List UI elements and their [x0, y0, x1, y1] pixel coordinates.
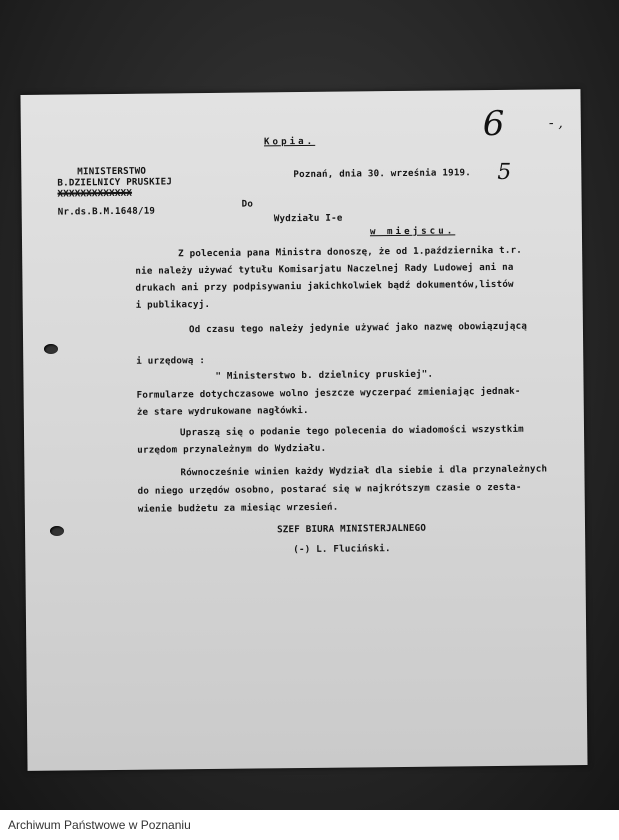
place-date: Poznań, dnia 30. września 1919.	[293, 167, 472, 181]
paragraph2-line1: Od czasu tego należy jedynie używać jako nazwę obowiązującą	[188, 320, 528, 336]
punch-hole-bottom	[50, 526, 64, 536]
paragraph3-line1: Formularze dotychczasowe wolno jeszcze wyczerpać zmieniając jednak-	[136, 385, 521, 401]
archive-footer	[0, 810, 619, 840]
paragraph1-line1: Z polecenia pana Ministra donoszę, że od 1.października t.r.	[178, 244, 523, 260]
ministry-name-quote: " Ministerstwo b. dzielnicy pruskiej".	[215, 368, 434, 382]
handwritten-page-number: 6	[482, 103, 505, 145]
header-district: B.DZIELNICY PRUSKIEJ	[57, 176, 173, 189]
paragraph4-line1: Upraszą się o podanie tego polecenia do wiadomości wszystkim	[179, 423, 524, 439]
document-page: Kopia. 6 - , 5 MINISTERSTWO B.DZIELNICY PRUSKIEJ XXXXXXXXXXXXX Poznań, dnia 30. września 1919. Nr.ds.B.M.1648/19 Do Wydziału I-e w miejscu. Z polecenia pana Ministra donoszę, że od 1.października t.r. nie należy używać tytułu Komisarjatu Naczelnej Rady Ludowej ani na drukach ani przy podpisywaniu jakichkolwiek bądź dokumentów,listów i publikacyj. Od czasu tego należy jedynie używać jako nazwę obowiązującą i urzędową : " Ministerstwo b. dzielnicy pruskiej". Formularze dotychczasowe wolno jeszcze wyczerpać zmieniając jednak- że stare wydrukowane nagłówki. Upraszą się o podanie tego polecenia do wiadomości wszystkim urzędom przynależnym do Wydziału. Równocześnie winien każdy Wydział dla siebie i dla przynależnych do niego urzędów osobno, postarać się w najkrótszym czasie o zesta- wienie budżetu za miesiąc wrzesień. SZEF BIURA MINISTERJALNEGO (-) L. Fluciński.	[20, 89, 587, 771]
paragraph2-line2: i urzędową :	[136, 355, 206, 367]
punch-hole-top	[44, 344, 58, 354]
paragraph5-line1: Równocześnie winien każdy Wydział dla siebie i dla przynależnych	[180, 463, 548, 479]
kopia-label: Kopia.	[263, 135, 316, 148]
signature-title: SZEF BIURA MINISTERJALNEGO	[276, 522, 427, 536]
handwritten-number: 5	[497, 159, 512, 185]
signature-name: (-) L. Fluciński.	[293, 543, 391, 556]
paragraph3-line2: że stare wydrukowane nagłówki.	[136, 404, 309, 418]
to-label: Do	[241, 198, 254, 210]
paragraph1-line3: drukach ani przy podpisywaniu jakichkolwiek bądź dokumentów,listów	[135, 278, 514, 294]
recipient: Wydziału I-e	[273, 212, 343, 225]
locality: w miejscu.	[369, 225, 456, 238]
paragraph5-line2: do niego urzędów osobno, postarać się w najkrótszym czasie o zesta-	[137, 481, 522, 497]
header-struck-line: XXXXXXXXXXXXX	[57, 187, 133, 200]
paragraph5-line3: wienie budżetu za miesiąc wrzesień.	[137, 501, 339, 515]
paragraph4-line2: urzędom przynależnym do Wydziału.	[137, 442, 327, 456]
archive-name: Archiwum Państwowe w Poznaniu	[8, 818, 191, 832]
paragraph1-line2: nie należy używać tytułu Komisarjatu Naczelnej Rady Ludowej ani na	[135, 261, 514, 277]
reference-number: Nr.ds.B.M.1648/19	[57, 205, 156, 218]
paragraph1-line4: i publikacyj.	[135, 298, 211, 311]
header-ministry: MINISTERSTWO	[77, 165, 147, 178]
